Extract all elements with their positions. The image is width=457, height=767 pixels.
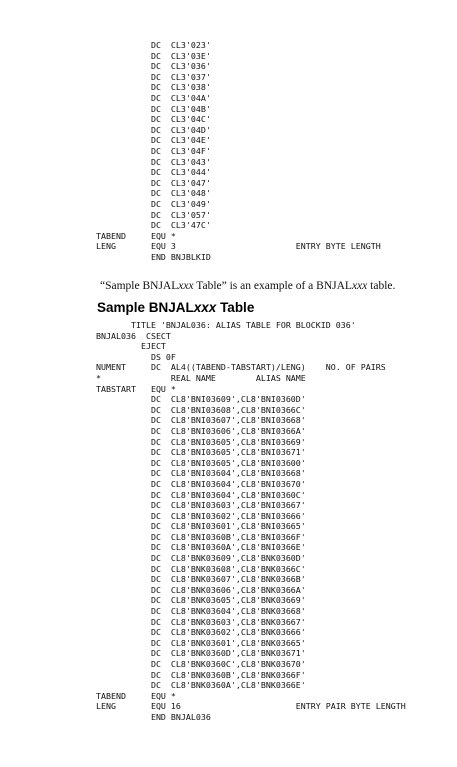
code-line: DC CL3'04D' [96, 124, 211, 135]
code-line: DC CL8'BNI03603',CL8'BNI03667' [96, 500, 306, 511]
code-line: DC CL3'037' [96, 71, 211, 82]
caption-italic-xxx-2: xxx [351, 280, 368, 292]
assembler-listing-blkid-tail [96, 40, 381, 262]
code-line: LENG EQU 16 ENTRY PAIR BYTE LENGTH [96, 701, 406, 712]
code-line: DC CL8'BNI0360B',CL8'BNI0366F' [96, 531, 306, 542]
code-line: DC CL8'BNI03605',CL8'BNI03671' [96, 447, 306, 458]
code-line: DC CL3'03E' [96, 50, 211, 61]
code-line: DC CL8'BNK03608',CL8'BNK0366C' [96, 563, 306, 574]
code-line: END BNJBLKID [96, 251, 211, 262]
code-line: DC CL8'BNI03606',CL8'BNI0366A' [96, 425, 306, 436]
code-line: END BNJAL036 [96, 711, 211, 722]
code-line: TABEND EQU * [96, 690, 176, 701]
code-line: DC CL3'023' [96, 40, 211, 50]
code-line: DC CL3'04A' [96, 92, 211, 103]
caption-middle: Table” is an example of a BNJAL [193, 280, 352, 292]
heading-italic-xxx: xxx [193, 300, 217, 315]
code-line: LENG EQU 3 ENTRY BYTE LENGTH [96, 241, 381, 252]
code-line: DC CL3'048' [96, 188, 211, 199]
code-line: DC CL3'47C' [96, 220, 211, 231]
code-line: DC CL8'BNK03604',CL8'BNK03668' [96, 606, 306, 617]
code-line: TABEND EQU * [96, 230, 176, 241]
code-line: EJECT [96, 341, 166, 352]
code-line: DC CL8'BNI03605',CL8'BNI03600' [96, 457, 306, 468]
code-line: DC CL8'BNI03609',CL8'BNI0360D' [96, 394, 306, 405]
code-line: DC CL8'BNK03602',CL8'BNK03666' [96, 627, 306, 638]
code-line: DC CL3'047' [96, 177, 211, 188]
code-line: DC CL3'04B' [96, 103, 211, 114]
code-line: TABSTART EQU * [96, 383, 176, 394]
code-line: DC CL8'BNI03607',CL8'BNI03668' [96, 415, 306, 426]
code-line: DC CL3'049' [96, 198, 211, 209]
code-line: DC CL3'044' [96, 167, 211, 178]
caption-suffix: table. [367, 280, 396, 292]
code-line: BNJAL036 CSECT [96, 330, 171, 341]
code-line: DC CL8'BNI03604',CL8'BNI03670' [96, 478, 306, 489]
heading-prefix: Sample BNJAL [97, 300, 194, 315]
code-line: DC CL8'BNI03602',CL8'BNI03666' [96, 510, 306, 521]
code-line: DC CL8'BNI03605',CL8'BNI03669' [96, 436, 306, 447]
code-line: DC CL3'04F' [96, 145, 211, 156]
code-line: TITLE 'BNJAL036: ALIAS TABLE FOR BLOCKID 036' [96, 320, 356, 330]
code-line: DC CL8'BNK03601',CL8'BNK03665' [96, 637, 306, 648]
code-line: DC CL3'057' [96, 209, 211, 220]
code-line: DC CL3'04C' [96, 114, 211, 125]
caption-prefix: “Sample BNJAL [100, 280, 179, 292]
caption-paragraph [100, 280, 395, 292]
code-line: DC CL3'043' [96, 156, 211, 167]
code-line: DC CL8'BNI03604',CL8'BNI03668' [96, 468, 306, 479]
assembler-listing-bnjal036 [96, 320, 406, 723]
code-line: DC CL8'BNK03603',CL8'BNK03667' [96, 616, 306, 627]
code-line: DC CL3'04E' [96, 135, 211, 146]
code-line: DC CL8'BNK0360D',CL8'BNK03671' [96, 648, 306, 659]
code-line: NUMENT DC AL4((TABEND-TABSTART)/LENG) NO. OF PAIRS [96, 362, 386, 373]
code-line: DC CL8'BNK03607',CL8'BNK0366B' [96, 574, 306, 585]
heading-suffix: Table [216, 300, 255, 315]
code-line: DC CL8'BNK03606',CL8'BNK0366A' [96, 584, 306, 595]
caption-italic-xxx-1: xxx [178, 280, 194, 292]
code-line: * REAL NAME ALIAS NAME [96, 372, 306, 383]
code-line: DC CL8'BNI03608',CL8'BNI0366C' [96, 404, 306, 415]
code-line: DC CL8'BNK03609',CL8'BNK0360D' [96, 553, 306, 564]
code-line: DC CL8'BNK0360B',CL8'BNK0366F' [96, 669, 306, 680]
code-line: DC CL8'BNI03601',CL8'BNI03665' [96, 521, 306, 532]
section-heading [97, 300, 254, 315]
code-line: DC CL8'BNI03604',CL8'BNI0360C' [96, 489, 306, 500]
code-line: DC CL8'BNK0360A',CL8'BNK0366E' [96, 680, 306, 691]
code-line: DS 0F [96, 351, 176, 362]
code-line: DC CL3'038' [96, 82, 211, 93]
code-line: DC CL8'BNK03605',CL8'BNK03669' [96, 595, 306, 606]
code-line: DC CL3'036' [96, 61, 211, 72]
code-line: DC CL8'BNI0360A',CL8'BNI0366E' [96, 542, 306, 553]
code-line: DC CL8'BNK0360C',CL8'BNK03670' [96, 659, 306, 669]
